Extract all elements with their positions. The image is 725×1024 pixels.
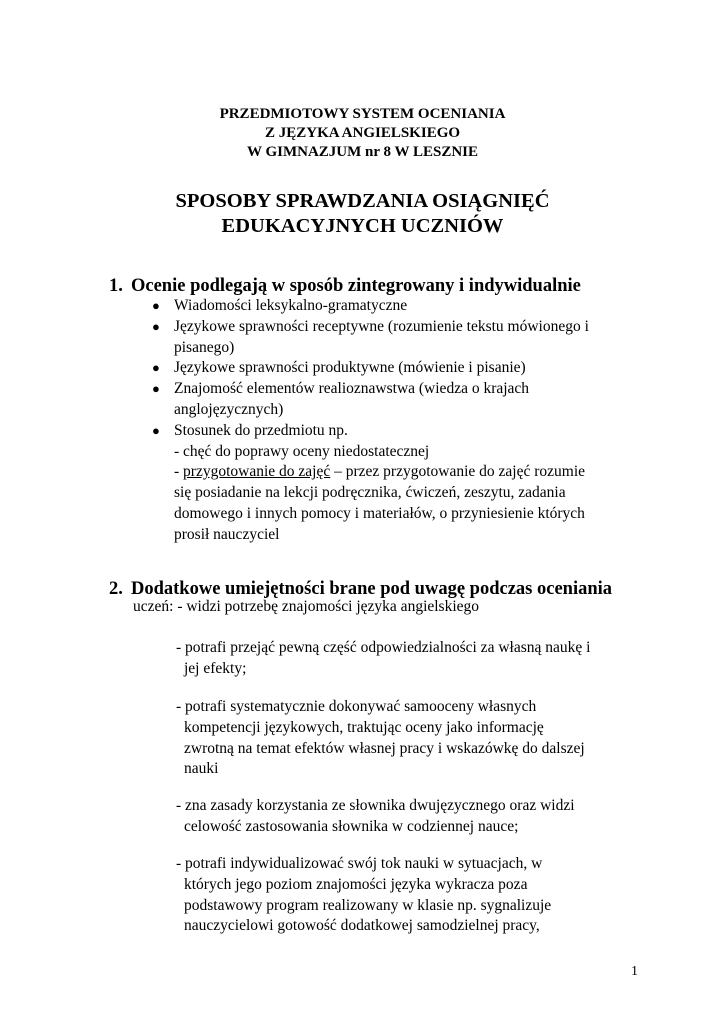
skill-text: - zna zasady korzystania ze słownika dwujęzycznego oraz widzi	[176, 797, 575, 814]
sub-item-text: prosił nauczyciel	[174, 525, 280, 543]
section-title: Dodatkowe umiejętności brane pod uwagę podczas oceniania	[131, 579, 613, 599]
skill-text: których jego poziom znajomości języka wykracza poza	[184, 875, 528, 893]
skill-paragraph	[176, 638, 646, 680]
bullet-icon: ●	[152, 422, 160, 438]
sub-item-text: się posiadanie na lekcji podręcznika, ćwiczeń, zeszytu, zadania	[174, 484, 566, 502]
section-number: 1.	[109, 276, 123, 296]
list-item-text: Znajomość elementów realioznawstwa (wiedza o krajach	[174, 380, 530, 398]
list-item-text: pisanego)	[174, 338, 235, 356]
skill-text: jej efekty;	[184, 659, 247, 677]
sub-item-text: - chęć do poprawy oceny niedostatecznej	[174, 442, 430, 460]
underlined-term: przygotowanie do zajęć	[183, 463, 331, 481]
skill-text: - potrafi systematycznie dokonywać samooceny własnych	[176, 698, 537, 715]
skill-text: kompetencji językowych, traktując oceny jako informację	[184, 718, 544, 736]
skill-text: zwrotną na temat efektów własnej pracy i wskazówkę do dalszej	[184, 739, 585, 757]
list-item	[150, 317, 650, 359]
section-1-list	[150, 296, 650, 546]
skill-text: nauki	[184, 760, 219, 778]
list-item-text: Językowe sprawności receptywne (rozumienie tekstu mówionego i	[174, 317, 589, 335]
title-line: SPOSOBY SPRAWDZANIA OSIĄGNIĘĆ	[175, 190, 550, 212]
list-item-text: Stosunek do przedmiotu np.	[174, 421, 348, 439]
skill-text: nauczycielowi gotowość dodatkowej samodzielnej pracy,	[184, 917, 540, 935]
list-item-text: Językowe sprawności produktywne (mówienie i pisanie)	[174, 359, 526, 377]
sub-item-text: domowego i innych pomocy i materiałów, o przyniesienie których	[174, 504, 585, 522]
title-line: EDUKACYJNYCH UCZNIÓW	[221, 215, 504, 237]
list-item-text: anglojęzycznych)	[174, 400, 284, 418]
skill-text: podstawowy program realizowany w klasie np. sygnalizuje	[184, 896, 552, 914]
list-item	[150, 358, 650, 379]
skill-text: - potrafi przejąć pewną część odpowiedzialności za własną naukę i	[176, 639, 591, 656]
sub-item-rest: – przez przygotowanie do zajęć rozumie	[330, 463, 586, 481]
list-item-text: Wiadomości leksykalno-gramatyczne	[174, 297, 408, 314]
sub-item-text	[174, 462, 650, 483]
header-line: Z JĘZYKA ANGIELSKIEGO	[264, 125, 461, 141]
document-title	[0, 189, 725, 239]
section-2-intro: uczeń: - widzi potrzebę znajomości języka angielskiego	[133, 598, 480, 615]
list-item	[150, 421, 650, 546]
section-number: 2.	[109, 579, 123, 599]
skill-text: - potrafi indywidualizować swój tok nauki w sytuacjach, w	[176, 855, 543, 872]
skill-text: celowość zastosowania słownika w codziennej nauce;	[184, 817, 519, 835]
skill-paragraph	[176, 796, 646, 838]
document-header	[0, 105, 725, 162]
bullet-icon: ●	[152, 381, 160, 397]
section-title: Ocenie podlegają w sposób zintegrowany i indywidualnie	[131, 276, 581, 296]
skill-paragraph	[176, 854, 646, 937]
bullet-icon: ●	[152, 298, 160, 313]
header-line: PRZEDMIOTOWY SYSTEM OCENIANIA	[219, 106, 506, 122]
sub-item-dash: -	[174, 463, 184, 481]
header-line: W GIMNAZJUM nr 8 W LESZNIE	[246, 144, 479, 160]
list-item	[150, 296, 650, 317]
list-item	[150, 379, 650, 421]
page-number: 1	[631, 964, 638, 979]
skill-paragraph	[176, 697, 646, 780]
section-1-heading	[109, 275, 581, 297]
bullet-icon: ●	[152, 360, 160, 376]
bullet-icon: ●	[152, 318, 160, 334]
